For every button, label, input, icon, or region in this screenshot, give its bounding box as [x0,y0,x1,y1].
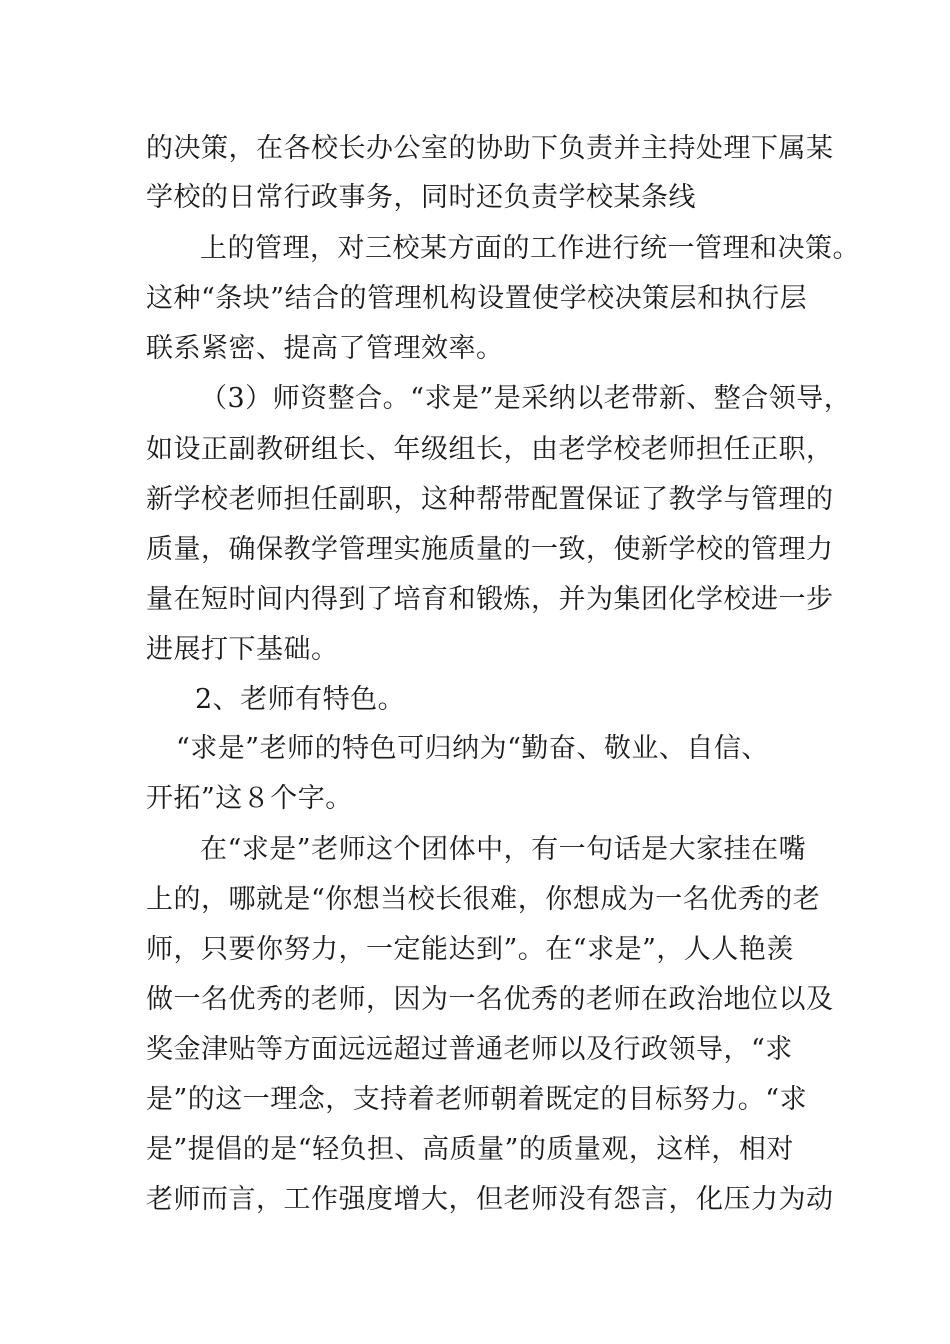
text-line: 是”提倡的是“轻负担、高质量”的质量观，这样，相对 [146,1134,794,1165]
text-line: 质量，确保教学管理实施质量的一致，使新学校的管理力 [146,534,834,565]
text-line: 量在短时间内得到了培育和锻炼，并为集团化学校进一步 [146,584,834,615]
text-line: “求是”老师的特色可归纳为“勤奋、敬业、自信、 [176,733,769,764]
text-line: 学校的日常行政事务，同时还负责学校某条线 [146,182,696,213]
text-line: 联系紧密、提高了管理效率。 [146,333,504,364]
text-line: 这种“条块”结合的管理机构设置使学校决策层和执行层 [146,283,808,314]
text-line: （3）师资整合。“求是”是采纳以老带新、整合领导， [200,383,852,414]
text-line: 进展打下基础。 [146,634,339,665]
text-line: 老师而言，工作强度增大，但老师没有怨言，化压力为动 [146,1184,834,1215]
text-line: 师，只要你努力，一定能达到”。在“求是”，人人艳羡 [146,934,794,965]
text-line: 上的管理，对三校某方面的工作进行统一管理和决策。 [200,233,860,264]
text-line: 上的，哪就是“你想当校长很难，你想成为一名优秀的老 [146,884,821,915]
text-line: 在“求是”老师这个团体中，有一句话是大家挂在嘴 [200,834,807,865]
text-line: 新学校老师担任副职，这种帮带配置保证了教学与管理的 [146,484,834,515]
text-line: 做一名优秀的老师，因为一名优秀的老师在政治地位以及 [146,984,834,1015]
text-line: 2、老师有特色。 [195,684,406,715]
text-line: 如设正副教研组长、年级组长，由老学校老师担任正职， [146,434,834,465]
text-line: 奖金津贴等方面远远超过普通老师以及行政领导，“求 [146,1034,793,1065]
text-line: 的决策，在各校长办公室的协助下负责并主持处理下属某 [146,133,834,164]
text-line: 是”的这一理念，支持着老师朝着既定的目标努力。“求 [146,1084,808,1115]
text-line: 开拓”这８个字。 [146,783,353,814]
